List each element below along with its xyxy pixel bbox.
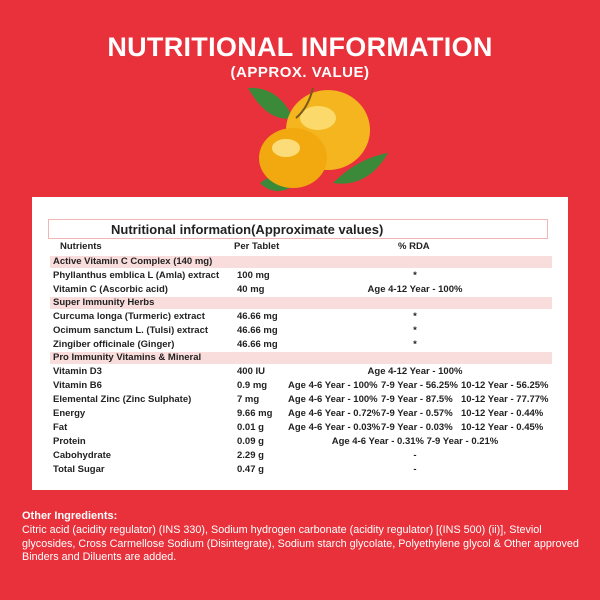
table-row (0, 283, 600, 296)
nutrient-rda-age-4-6: Age 4-6 Year - 0.72% (288, 408, 381, 419)
nutrient-amount: 400 IU (237, 366, 265, 377)
table-row (0, 449, 600, 462)
nutrient-rda-age-4-6: Age 4-6 Year - 100% (288, 380, 378, 391)
table-row (0, 269, 600, 282)
table-row (0, 338, 600, 351)
amla-fruit-illustration (238, 78, 398, 198)
nutrient-rda-age-4-6: Age 4-6 Year - 100% (288, 394, 378, 405)
nutrient-name: Fat (53, 422, 68, 433)
table-row (0, 393, 600, 406)
nutrient-name: Zingiber officinale (Ginger) (53, 339, 175, 350)
column-header-nutrients: Nutrients (60, 241, 102, 252)
nutrient-amount: 7 mg (237, 394, 260, 405)
nutrient-rda: - (413, 464, 417, 475)
nutrient-amount: 9.66 mg (237, 408, 273, 419)
nutrient-rda: Age 4-12 Year - 100% (367, 284, 463, 295)
column-header-rda: % RDA (398, 241, 430, 252)
table-row (0, 421, 600, 434)
nutrient-rda: * (413, 325, 417, 336)
nutrient-name: Curcuma longa (Turmeric) extract (53, 311, 205, 322)
nutrient-rda-age-7-9: 7-9 Year - 0.57% (381, 408, 453, 419)
nutrient-rda-age-7-9: 7-9 Year - 87.5% (381, 394, 453, 405)
nutrient-rda: Age 4-6 Year - 0.31% 7-9 Year - 0.21% (331, 436, 499, 447)
nutrient-name: Ocimum sanctum L. (Tulsi) extract (53, 325, 209, 336)
nutrient-rda: * (413, 270, 417, 281)
nutrient-rda: Age 4-12 Year - 100% (367, 366, 463, 377)
section-heading: Active Vitamin C Complex (140 mg) (50, 256, 552, 268)
nutrient-amount: 46.66 mg (237, 325, 278, 336)
nutrient-name: Protein (53, 436, 86, 447)
nutrient-rda-age-10-12: 10-12 Year - 77.77% (461, 394, 549, 405)
nutrient-rda-age-10-12: 10-12 Year - 0.45% (461, 422, 544, 433)
nutrient-name: Vitamin D3 (53, 366, 102, 377)
page-title: NUTRITIONAL INFORMATION (107, 32, 493, 62)
nutrient-rda: * (413, 311, 417, 322)
table-row (0, 435, 600, 448)
nutrient-amount: 46.66 mg (237, 311, 278, 322)
nutrient-rda-age-7-9: 7-9 Year - 56.25% (381, 380, 458, 391)
table-row (0, 379, 600, 392)
nutrient-amount: 0.09 g (237, 436, 264, 447)
column-header-per-tablet: Per Tablet (234, 241, 280, 252)
nutrient-name: Energy (53, 408, 86, 419)
section-heading: Pro Immunity Vitamins & Mineral (50, 352, 552, 364)
nutrient-amount: 0.01 g (237, 422, 264, 433)
nutrient-amount: 0.47 g (237, 464, 264, 475)
nutrient-rda-age-10-12: 10-12 Year - 0.44% (461, 408, 544, 419)
nutrient-name: Elemental Zinc (Zinc Sulphate) (53, 394, 192, 405)
page-subtitle: (APPROX. VALUE) (230, 64, 370, 81)
nutrient-amount: 40 mg (237, 284, 265, 295)
nutrient-rda-age-10-12: 10-12 Year - 56.25% (461, 380, 549, 391)
nutrient-amount: 46.66 mg (237, 339, 278, 350)
table-row (0, 365, 600, 378)
table-row (0, 407, 600, 420)
nutrient-name: Total Sugar (53, 464, 105, 475)
table-title: Nutritional information(Approximate values) (111, 222, 384, 237)
other-ingredients-title: Other Ingredients: (22, 510, 118, 522)
nutrient-amount: 100 mg (237, 270, 270, 281)
nutrient-amount: 2.29 g (237, 450, 264, 461)
table-title-box (48, 219, 548, 239)
nutrient-name: Phyllanthus emblica L (Amla) extract (53, 270, 220, 281)
nutrient-rda-age-4-6: Age 4-6 Year - 0.03% (288, 422, 381, 433)
nutrient-rda: * (413, 339, 417, 350)
table-row (0, 324, 600, 337)
nutrient-rda-age-7-9: 7-9 Year - 0.03% (381, 422, 453, 433)
table-row (0, 463, 600, 476)
nutrient-amount: 0.9 mg (237, 380, 268, 391)
other-ingredients-text: Citric acid (acidity regulator) (INS 330), Sodium hydrogen carbonate (acidity regulator) [(INS 500) (ii)], Steviol glycosides, Cross Carmellose Sodium (Disintegrate), Sodium starch glycolate, Polyethylene glycol & Other approved Binders and Diluents are added. (22, 524, 579, 563)
section-heading: Super Immunity Herbs (50, 297, 552, 309)
nutrient-name: Vitamin C (Ascorbic acid) (53, 284, 168, 295)
nutrient-name: Vitamin B6 (53, 380, 102, 391)
nutrient-rda: - (413, 450, 417, 461)
table-row (0, 310, 600, 323)
nutrient-name: Cabohydrate (53, 450, 112, 461)
